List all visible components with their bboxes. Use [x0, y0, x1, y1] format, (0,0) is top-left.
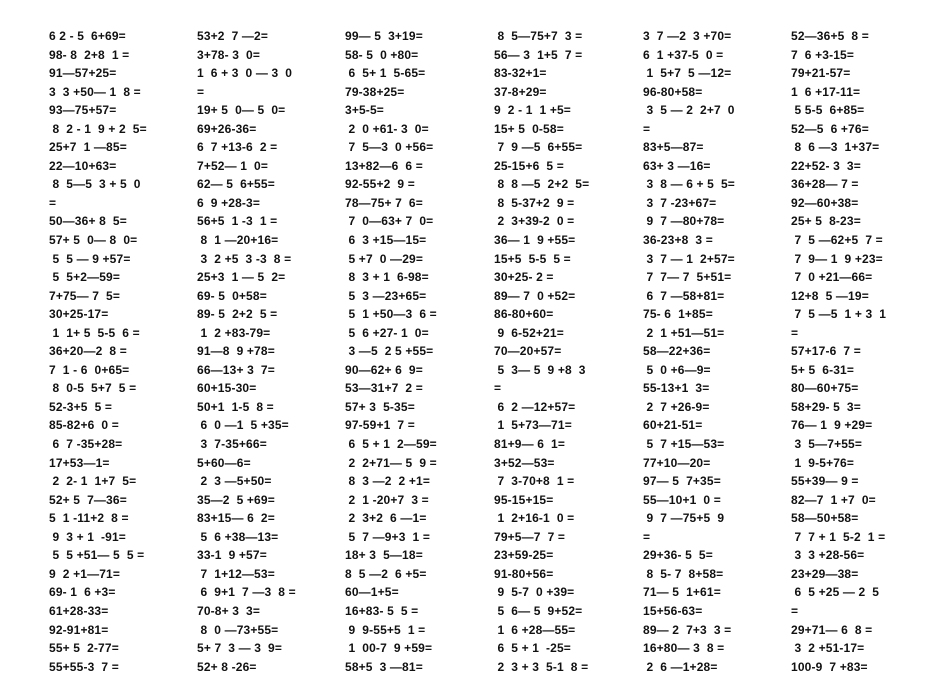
problem-line: 7 0 +21―66= [791, 270, 873, 285]
problem-line: 58+29- 5 3= [791, 399, 861, 414]
problem-line: 15+56-63= [643, 603, 703, 618]
problem-line: 2 3 + 3 5-1 8 = [494, 659, 589, 674]
problem-line: 76― 1 9 +29= [791, 418, 873, 433]
problem-line: 58- 5 0 +80= [345, 47, 419, 62]
problem-line: 1 2+16-1 0 = [494, 511, 575, 526]
problem-line: 90―62+ 6 9= [345, 362, 423, 377]
problem-line: 6 5 +25 ― 2 5 [791, 585, 880, 600]
problem-line: 96-80+58= [643, 84, 703, 99]
problem-line: 3 3 +28-56= [791, 548, 865, 563]
problem-line: 9 6-52+21= [494, 325, 564, 340]
problem-line: 6 0 ―1 5 +35= [197, 418, 289, 433]
problem-line: 52―36+5 8 = [791, 29, 869, 43]
problem-line: 8 5 ―2 6 +5= [345, 566, 427, 581]
problem-line: = [791, 325, 799, 340]
problem-line: 1 1+ 5 5-5 6 = [49, 325, 140, 340]
problem-line: 9 3 + 1 -91= [49, 529, 126, 544]
problem-line: 1 9-5+76= [791, 455, 855, 470]
problem-line: 1 2 +83-79= [197, 325, 271, 340]
problem-line: 3+5-5= [345, 103, 384, 118]
problem-line: 61+28-33= [49, 603, 109, 618]
problem-line: 3 ―5 2 5 +55= [345, 344, 434, 359]
problem-line: 29+71― 6 8 = [791, 622, 873, 637]
problem-line: 29+36- 5 5= [643, 548, 713, 563]
problem-line: 52+ 5 7―36= [49, 492, 127, 507]
problem-line: 16+80― 3 8 = [643, 641, 725, 656]
problem-line: 6 9+1 7 ―3 8 = [197, 585, 296, 600]
problem-line: 12+8 5 ―19= [791, 288, 869, 303]
problem-line: 52-3+5 5 = [49, 399, 113, 414]
problem-line: 37-8+29= [494, 84, 547, 99]
problem-line: 8 0 ―73+55= [197, 622, 279, 637]
problem-line: 86-80+60= [494, 307, 554, 322]
problem-line: 92-55+2 9 = [345, 177, 415, 192]
problem-line: 7 6 +3-15= [791, 47, 855, 62]
problem-column-3 [345, 27, 493, 676]
problem-line: 7+75― 7 5= [49, 288, 121, 303]
problem-line: 58―22+36= [643, 344, 711, 359]
problem-line: 36+20―2 8 = [49, 344, 127, 359]
problem-line: = [791, 603, 799, 618]
problem-line: 63+ 3 ―16= [643, 158, 711, 173]
problem-line: 6 7 ―58+81= [643, 288, 725, 303]
problem-line: 89― 2 7+3 3 = [643, 622, 732, 637]
problem-line: 23+29―38= [791, 566, 859, 581]
problem-line: 2 3+39-2 0 = [494, 214, 575, 229]
problem-line: 7 7 + 1 5-2 1 = [791, 529, 886, 544]
problem-line: 2 3+2 6 ―1= [345, 511, 427, 526]
problem-column-6 [791, 27, 939, 676]
problem-line: 36+28― 7 = [791, 177, 859, 192]
problem-line: 8 5-37+2 9 = [494, 195, 575, 210]
problem-line: 8 5- 7 8+58= [643, 566, 724, 581]
problem-line: 5 6 +27- 1 0= [345, 325, 429, 340]
problem-line: 8 6 ―3 1+37= [791, 140, 880, 155]
problem-line: 22+52- 3 3= [791, 158, 861, 173]
problem-line: 95-15+15= [494, 492, 554, 507]
problem-line: 50+1 1-5 8 = [197, 399, 274, 414]
problem-column-2 [197, 27, 345, 676]
problem-line: 1 6 +28―55= [494, 622, 576, 637]
problem-line: 36― 1 9 +55= [494, 233, 576, 248]
problem-line: 5 5 ― 9 +57= [49, 251, 131, 266]
problem-line: 97― 5 7+35= [643, 474, 721, 489]
problem-line: 57+ 5 0― 8 0= [49, 233, 138, 248]
problem-line: 99― 5 3+19= [345, 29, 423, 43]
problem-line: 3 2 +51-17= [791, 641, 865, 656]
problem-line: 8 2 - 1 9 + 2 5= [49, 121, 147, 136]
problem-line: 91―8 9 +78= [197, 344, 275, 359]
problem-line: 2 2- 1 1+7 5= [49, 474, 137, 489]
problem-line: 93―75+57= [49, 103, 117, 118]
problem-line: 5 5 +51― 5 5 = [49, 548, 145, 563]
problem-line: 6 2 ―12+57= [494, 399, 576, 414]
problem-line: 25+7 1 ―85= [49, 140, 127, 155]
problem-line: 60+21-51= [643, 418, 703, 433]
problem-line: 8 5―5 3 + 5 0 [49, 177, 141, 192]
problem-line: = [49, 195, 57, 210]
problem-line: 82―7 1 +7 0= [791, 492, 876, 507]
problem-line: 3 7 ― 1 2+57= [643, 251, 735, 266]
problem-line: 23+59-25= [494, 548, 554, 563]
problem-line: 5+60―6= [197, 455, 251, 470]
problem-line: 91―57+25= [49, 66, 117, 81]
problem-line: 57+ 3 5-35= [345, 399, 415, 414]
problem-line: 2 1 -20+7 3 = [345, 492, 429, 507]
problem-line: 98- 8 2+8 1 = [49, 47, 130, 62]
problem-line: 97-59+1 7 = [345, 418, 415, 433]
problem-line: 6 9 +28-3= [197, 195, 261, 210]
problem-line: 5 5+2―59= [49, 270, 121, 285]
problem-line: 8 0-5 5+7 5 = [49, 381, 137, 396]
problem-line: 7 7― 7 5+51= [643, 270, 732, 285]
problem-line: 9 2 - 1 1 +5= [494, 103, 571, 118]
problem-line: 6 5 + 1 2―59= [345, 437, 437, 452]
problem-line: 5 1 +50―3 6 = [345, 307, 437, 322]
problem-line: 75- 6 1+85= [643, 307, 713, 322]
problem-line: 79+21-57= [791, 66, 851, 81]
problem-line: 5+ 5 6-31= [791, 362, 855, 377]
problem-line: 15+5 5-5 5 = [494, 251, 571, 266]
problem-line: 52―5 6 +76= [791, 121, 869, 136]
problem-line: 58+5 3 ―81= [345, 659, 423, 674]
problem-line: 5 7 ―9+3 1 = [345, 529, 430, 544]
problem-line: 7 5―3 0 +56= [345, 140, 434, 155]
problem-line: 9 5-7 0 +39= [494, 585, 575, 600]
problem-line: 3 5 ― 2 2+7 0 [643, 103, 735, 118]
problem-line: 9 9-55+5 1 = [345, 622, 426, 637]
problem-line: 81+9― 6 1= [494, 437, 566, 452]
problem-line: 3 5―7+55= [791, 437, 863, 452]
problem-line: 9 2 +1―71= [49, 566, 121, 581]
problem-line: 55+39― 9 = [791, 474, 859, 489]
problem-line: 53―31+7 2 = [345, 381, 423, 396]
problem-column-1 [49, 27, 197, 676]
problem-line: 7 9 ―5 6+55= [494, 140, 583, 155]
problem-line: 8 1 ―20+16= [197, 233, 279, 248]
problem-line: = [643, 529, 651, 544]
problem-line: 92-91+81= [49, 622, 109, 637]
problem-line: 7 1+12―53= [197, 566, 275, 581]
problem-line: 25+3 1 ― 5 2= [197, 270, 286, 285]
problem-column-4 [494, 27, 642, 676]
problem-line: 5 0 +6―9= [643, 362, 711, 377]
problem-line: 70-8+ 3 3= [197, 603, 261, 618]
problem-line: 2 2+71― 5 9 = [345, 455, 437, 470]
problem-line: 91-80+56= [494, 566, 554, 581]
problem-line: 3+52―53= [494, 455, 555, 470]
problem-line: 6 2 - 5 6+69= [49, 29, 126, 43]
problem-line: 1 00-7 9 +59= [345, 641, 433, 656]
problem-line: 52+ 8 -26= [197, 659, 257, 674]
problem-line: 58―50+58= [791, 511, 859, 526]
problem-line: 71― 5 1+61= [643, 585, 721, 600]
problem-line: 22―10+63= [49, 158, 117, 173]
problem-line: 69+26-36= [197, 121, 257, 136]
problem-line: 85-82+6 0 = [49, 418, 119, 433]
problem-line: 7 5 ―62+5 7 = [791, 233, 883, 248]
problem-line: 5 6 +38―13= [197, 529, 279, 544]
problem-line: 83-32+1= [494, 66, 547, 81]
problem-line: 15+ 5 0-58= [494, 121, 564, 136]
problem-line: 5 6― 5 9+52= [494, 603, 583, 618]
problem-line: 55―10+1 0 = [643, 492, 721, 507]
problem-line: 25+ 5 8-23= [791, 214, 861, 229]
problem-line: 3 7 ―2 3 +70= [643, 29, 732, 43]
problem-line: 5 +7 0 ―29= [345, 251, 424, 266]
problem-line: 55-13+1 3= [643, 381, 710, 396]
problem-line: 5+ 7 3 ― 3 9= [197, 641, 282, 656]
problem-line: 7 9― 1 9 +23= [791, 251, 883, 266]
problem-line: 83+15― 6 2= [197, 511, 275, 526]
problem-line: 60―1+5= [345, 585, 399, 600]
problem-line: 36-23+8 3 = [643, 233, 713, 248]
problem-line: 1 5+7 5 ―12= [643, 66, 732, 81]
problem-line: 2 6 ―1+28= [643, 659, 718, 674]
problem-line: = [494, 381, 502, 396]
problem-line: 3 7-35+66= [197, 437, 267, 452]
problem-line: 6 5 + 1 -25= [494, 641, 571, 656]
problem-line: 70―20+57= [494, 344, 562, 359]
problem-line: 9 7 ―75+5 9 [643, 511, 725, 526]
problem-line: 2 0 +61- 3 0= [345, 121, 429, 136]
problem-line: 7 3-70+8 1 = [494, 474, 575, 489]
problem-line: 2 7 +26-9= [643, 399, 710, 414]
problem-line: 9 7 ―80+78= [643, 214, 725, 229]
problem-line: 7 5 ―5 1 + 3 1 [791, 307, 887, 322]
problem-line: 80―60+75= [791, 381, 859, 396]
problem-line: 62― 5 6+55= [197, 177, 275, 192]
problem-line: 6 7 +13-6 2 = [197, 140, 278, 155]
problem-line: 8 3 + 1 6-98= [345, 270, 429, 285]
problem-line: 57+17-6 7 = [791, 344, 861, 359]
problem-line: 1 6 + 3 0 ― 3 0 [197, 66, 293, 81]
problem-line: = [643, 121, 651, 136]
problem-line: 5 5-5 6+85= [791, 103, 865, 118]
problem-line: 6 3 +15―15= [345, 233, 427, 248]
problem-line: 1 6 +17-11= [791, 84, 861, 99]
problem-line: 2 1 +51―51= [643, 325, 725, 340]
problem-line: 83+5―87= [643, 140, 704, 155]
problem-line: 2 3 ―5+50= [197, 474, 272, 489]
problem-line: 3 8 ― 6 + 5 5= [643, 177, 735, 192]
problem-line: 89- 5 2+2 5 = [197, 307, 278, 322]
problem-line: 92―60+38= [791, 195, 859, 210]
problem-line: 55+55-3 7 = [49, 659, 119, 674]
problem-line: 6 1 +37-5 0 = [643, 47, 724, 62]
problem-line: 66―13+ 3 7= [197, 362, 275, 377]
problem-line: 56+5 1 -3 1 = [197, 214, 278, 229]
problem-line: 69- 5 0+58= [197, 288, 267, 303]
problem-line: 8 3 ―2 2 +1= [345, 474, 430, 489]
problem-line: 77+10―20= [643, 455, 711, 470]
problem-line: 89― 7 0 +52= [494, 288, 576, 303]
problem-line: 79+5―7 7 = [494, 529, 566, 544]
problem-line: 7 1 - 6 0+65= [49, 362, 130, 377]
problem-line: 3 3 +50― 1 8 = [49, 84, 141, 99]
problem-line: 35―2 5 +69= [197, 492, 275, 507]
problem-line: 7+52― 1 0= [197, 158, 269, 173]
problem-line: 53+2 7 ―2= [197, 29, 269, 43]
problem-line: 56― 3 1+5 7 = [494, 47, 583, 62]
problem-column-5 [643, 27, 791, 676]
problem-line: 16+83- 5 5 = [345, 603, 419, 618]
problem-line: 17+53―1= [49, 455, 110, 470]
problem-line: 19+ 5 0― 5 0= [197, 103, 286, 118]
problem-line: 33-1 9 +57= [197, 548, 267, 563]
problem-line: = [197, 84, 205, 99]
problem-line: 6 7 -35+28= [49, 437, 123, 452]
problem-line: 18+ 3 5―18= [345, 548, 423, 563]
problem-line: 60+15-30= [197, 381, 257, 396]
problem-line: 78―75+ 7 6= [345, 195, 423, 210]
problem-line: 1 5+73―71= [494, 418, 572, 433]
problem-line: 5 3 ―23+65= [345, 288, 427, 303]
problem-line: 3+78- 3 0= [197, 47, 261, 62]
problem-line: 69- 1 6 +3= [49, 585, 116, 600]
problem-line: 8 5―75+7 3 = [494, 29, 583, 43]
problem-line: 100-9 7 +83= [791, 659, 868, 674]
problem-line: 5 1 -11+2 8 = [49, 511, 129, 526]
problem-line: 13+82―6 6 = [345, 158, 423, 173]
problem-line: 5 3― 5 9 +8 3 [494, 362, 586, 377]
problem-line: 25-15+6 5 = [494, 158, 564, 173]
problem-line: 30+25-17= [49, 307, 109, 322]
problem-line: 7 0―63+ 7 0= [345, 214, 434, 229]
problem-line: 79-38+25= [345, 84, 405, 99]
problem-line: 50―36+ 8 5= [49, 214, 127, 229]
problem-line: 30+25- 2 = [494, 270, 554, 285]
problem-line: 55+ 5 2-77= [49, 641, 119, 656]
problem-line: 5 7 +15―53= [643, 437, 725, 452]
problem-line: 3 2 +5 3 -3 8 = [197, 251, 292, 266]
problem-line: 3 7 -23+67= [643, 195, 717, 210]
problem-line: 6 5+ 1 5-65= [345, 66, 426, 81]
problem-line: 8 8 ―5 2+2 5= [494, 177, 590, 192]
